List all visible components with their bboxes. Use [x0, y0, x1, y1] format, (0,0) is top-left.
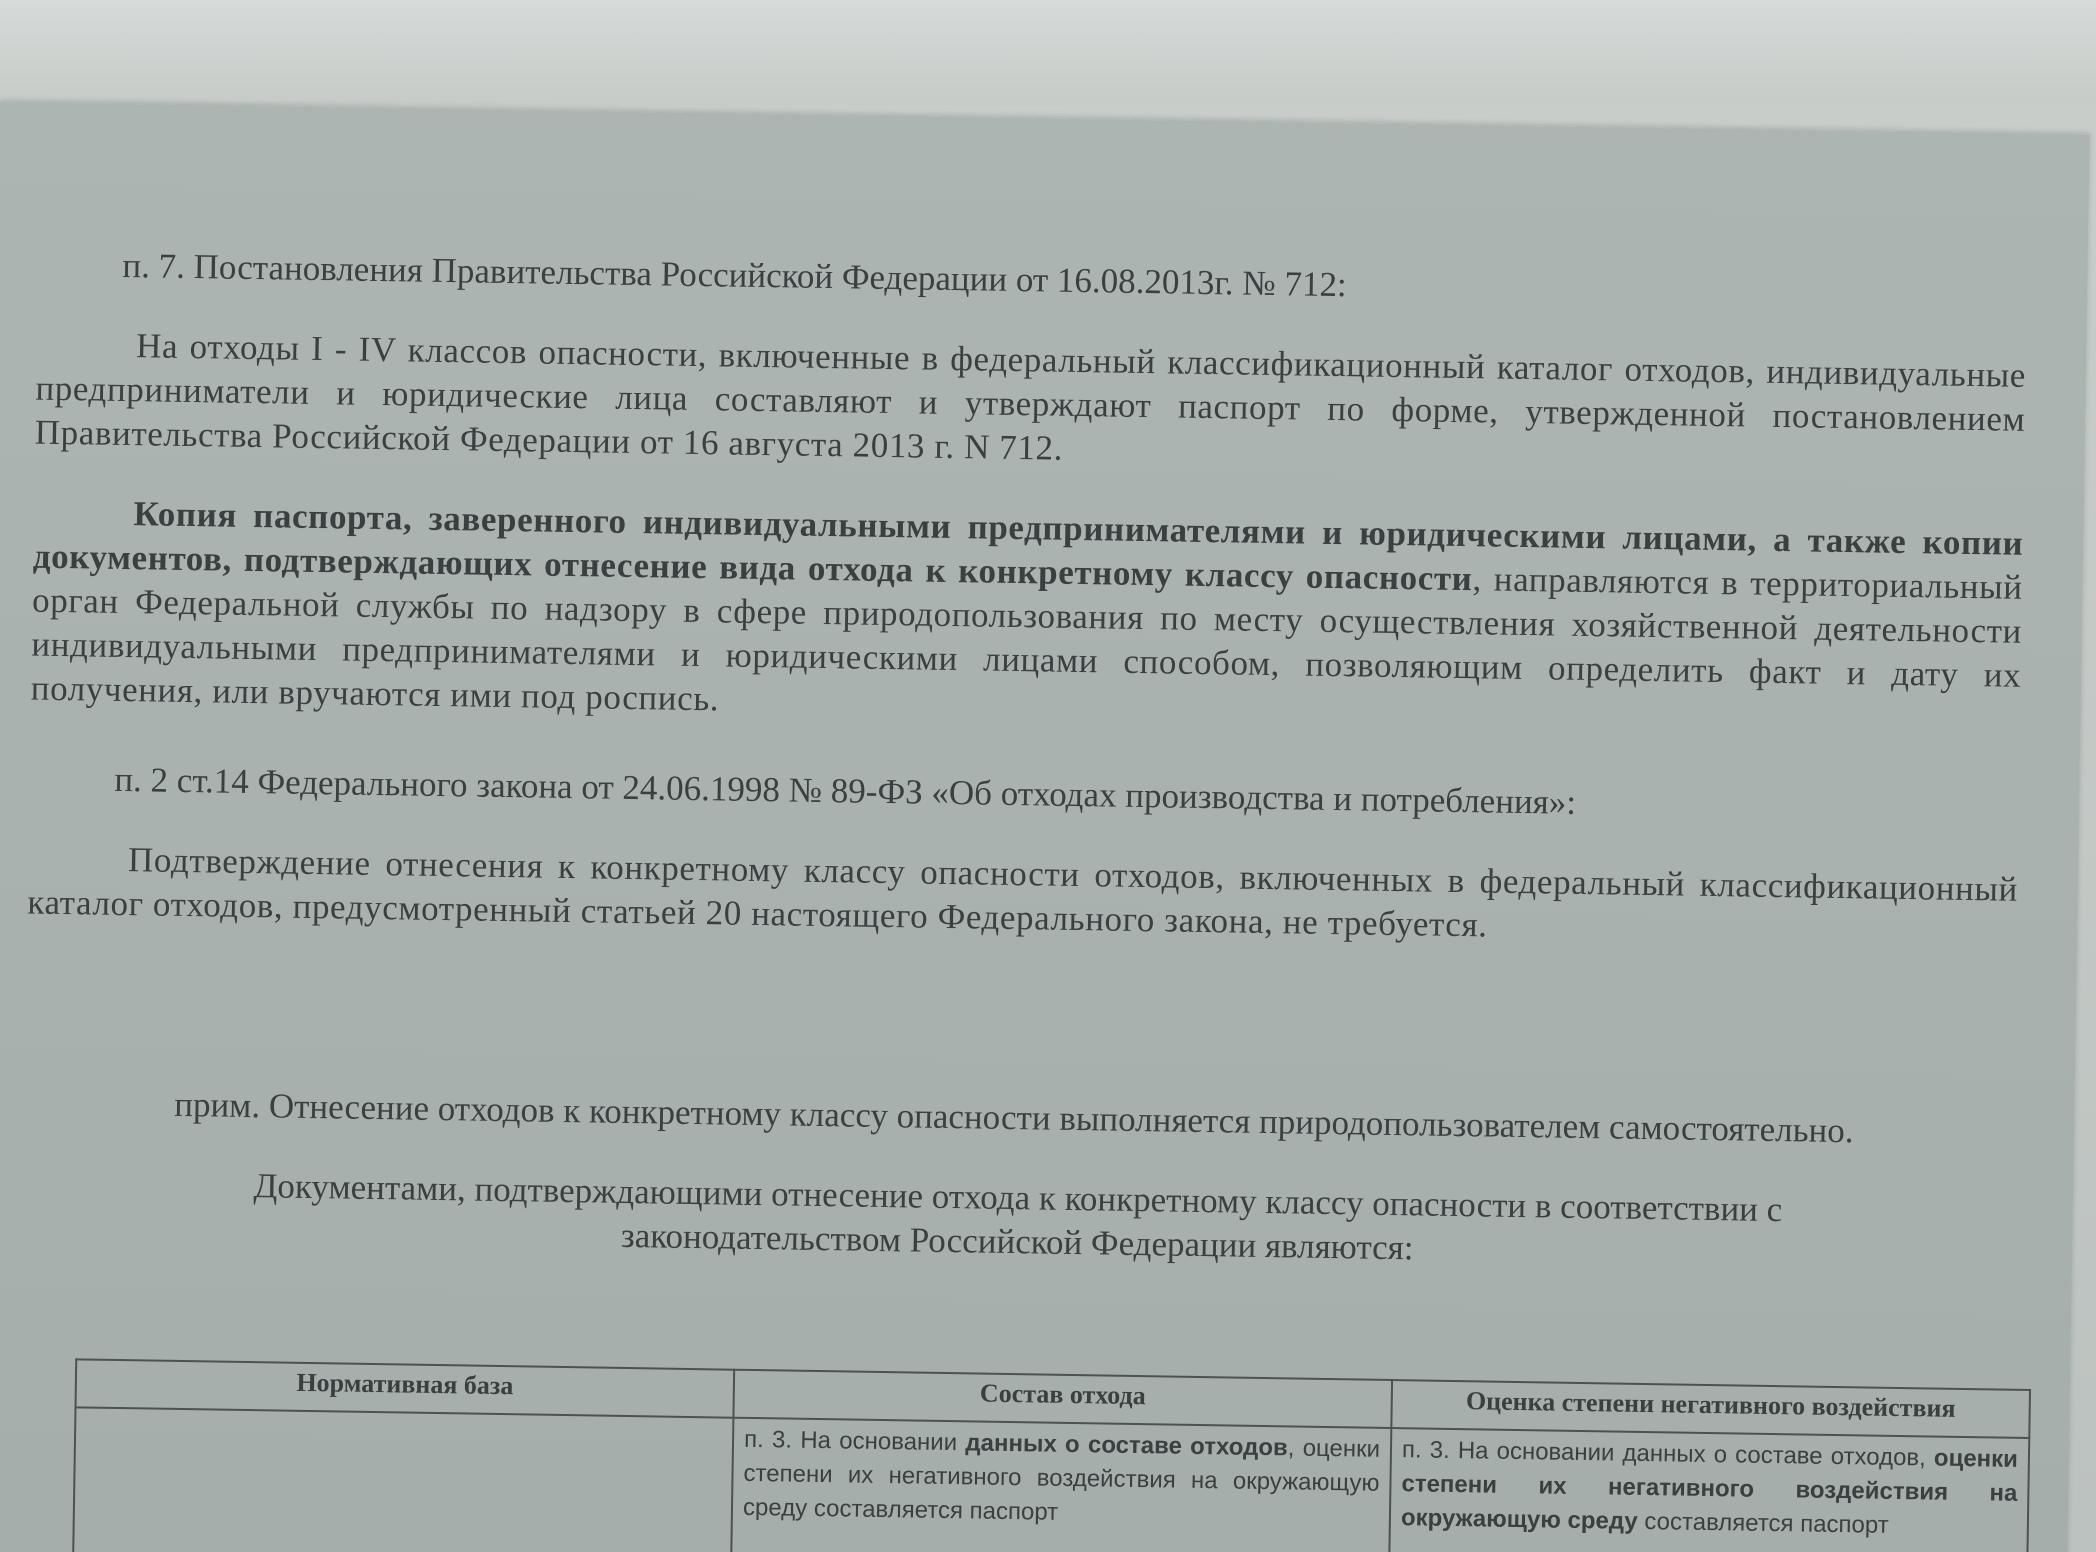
paragraph-confirmation-not-required: Подтверждение отнесения к конкретному классу опасности отходов, включенных в федеральный классификационный каталог отходов, предусмотренный статьей 20 настоящего Федерального закона, не требуется. [27, 840, 2019, 945]
header-normative-base: Нормативная база [76, 1359, 735, 1417]
note-self-classification: прим. Отнесение отходов к конкретному классу опасности выполняется природопользователем самостоятельно. [173, 1084, 1854, 1151]
paragraph-passport-copy-bold: Копия паспорта, заверенного индивидуальными предпринимателями и юридическими лицами, а также копии документов, подтверждающих отнесение вида отхода к конкретному классу опасности [32, 494, 2024, 599]
header-waste-composition: Состав отхода [733, 1370, 1392, 1428]
cell-impact-assessment-rest: составляется паспорт [1637, 1507, 1889, 1539]
paragraph-passport-requirement: На отходы I - IV классов опасности, включенные в федеральный классификационный каталог отходов, индивидуальные предприниматели и юридические лица составляют и утверждают паспорт по форме, утвержденной постановлением Правительства Российской Федерации от 16 августа 2013 г. N 712. [34, 326, 2027, 468]
documents-intro-line1: Документами, подтверждающими отнесение отхода к конкретному классу опасности в соответствии с [253, 1166, 1783, 1230]
header-impact-assessment: Оценка степени негативного воздействия [1391, 1380, 2030, 1438]
cell-waste-composition-rest: , оценки степени их негативного воздействия на окружающую среду составляется паспорт [742, 1434, 1381, 1526]
documents-intro-line2: законодательством Российской Федерации являются: [620, 1215, 1414, 1268]
documents-table-wrapper [71, 1358, 2019, 1552]
regulation-reference-712: п. 7. Постановления Правительства Российской Федерации от 16.08.2013г. № 712: [122, 245, 1348, 305]
documents-table [71, 1358, 2031, 1552]
cell-waste-composition-bold: данных о составе отходов [965, 1429, 1288, 1462]
law-reference-89fz: п. 2 ст.14 Федерального закона от 24.06.1998 № 89-ФЗ «Об отходах производства и потребления»: [114, 759, 1577, 822]
paragraph-passport-copy-rest: , направляются в территориальный орган Федеральной службы по надзору в сфере природопользования по месту осуществления хозяйственной деятельности индивидуальными предпринимателями и юридическими лицами способом, позволяющим определить факт и дату их получения, или вручаются ими под роспись. [30, 559, 2023, 719]
cell-waste-composition [730, 1418, 1391, 1552]
cell-waste-composition-prefix: п. 3. На основании [743, 1425, 966, 1457]
document-body [22, 243, 2028, 1280]
paragraph-passport-copy [30, 491, 2023, 742]
cell-impact-assessment-bold: оценки степени их негативного воздействия на окружающую среду [1400, 1444, 2019, 1535]
paper-sheet [0, 102, 2090, 1552]
cell-impact-assessment [1388, 1428, 2029, 1552]
cell-impact-assessment-prefix: п. 3. На основании данных о составе отходов, [1401, 1436, 1935, 1472]
cell-normative-base [72, 1407, 733, 1552]
background-top [0, 0, 2096, 105]
